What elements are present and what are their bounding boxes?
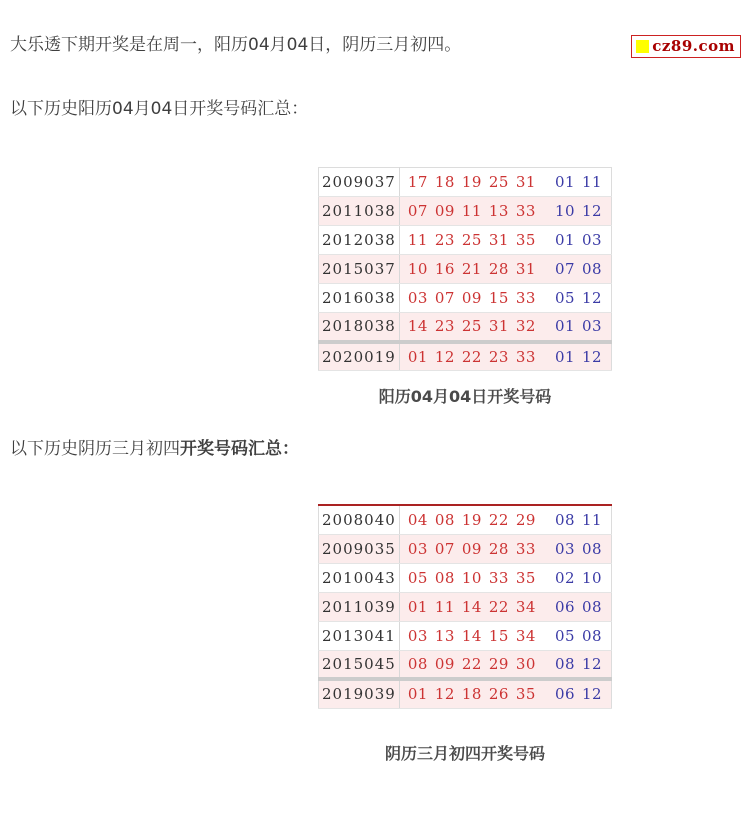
front-number: 23 — [434, 317, 455, 336]
back-number: 11 — [581, 510, 603, 529]
front-number: 19 — [461, 173, 482, 191]
back-number: 03 — [554, 539, 576, 558]
intro-text: 大乐透下期开奖是在周一，阳历04月04日，阴历三月初四。 — [10, 35, 462, 55]
back-number: 05 — [554, 289, 576, 307]
table-row — [319, 563, 612, 592]
front-number: 03 — [407, 289, 428, 307]
front-number: 23 — [434, 231, 455, 249]
front-number: 16 — [434, 260, 455, 278]
table-row — [319, 342, 612, 371]
table-row — [319, 505, 612, 534]
back-numbers-cell — [555, 505, 612, 534]
front-numbers-cell — [399, 226, 555, 255]
back-numbers-cell — [555, 168, 612, 197]
front-number: 31 — [488, 317, 509, 336]
back-numbers-cell — [555, 563, 612, 592]
back-number: 12 — [581, 202, 603, 220]
back-number: 12 — [581, 289, 603, 307]
lunar-date-draws-table — [318, 504, 612, 709]
front-number: 22 — [461, 654, 482, 673]
front-number: 05 — [407, 568, 428, 587]
table-row — [319, 197, 612, 226]
front-number: 22 — [461, 347, 482, 366]
back-number: 06 — [554, 597, 576, 616]
front-number: 33 — [488, 568, 509, 587]
front-number: 17 — [407, 173, 428, 191]
solar-date-draws-table — [318, 167, 612, 371]
table-row — [319, 313, 612, 342]
draw-period-cell: 2016038 — [319, 284, 400, 313]
front-number: 21 — [461, 260, 482, 278]
front-number: 15 — [488, 626, 509, 645]
back-numbers-cell — [555, 197, 612, 226]
back-number: 08 — [554, 510, 576, 529]
front-numbers-cell — [399, 534, 555, 563]
front-number: 09 — [461, 539, 482, 558]
front-numbers-cell — [399, 679, 555, 708]
front-numbers-cell — [399, 284, 555, 313]
draw-period-cell: 2011038 — [319, 197, 400, 226]
back-numbers-cell — [555, 534, 612, 563]
back-number: 10 — [581, 568, 603, 587]
site-logo[interactable] — [631, 35, 741, 58]
table-row — [319, 534, 612, 563]
back-number: 08 — [581, 597, 603, 616]
section-heading-lunar — [10, 437, 744, 461]
back-number: 12 — [581, 347, 603, 366]
back-numbers-cell — [555, 284, 612, 313]
draw-period-cell: 2015045 — [319, 650, 400, 679]
back-number: 08 — [581, 539, 603, 558]
lunar-table-caption: 阴历三月初四开奖号码 — [384, 743, 545, 763]
draw-period-cell: 2010043 — [319, 563, 400, 592]
draw-period-cell: 2020019 — [319, 342, 400, 371]
front-number: 18 — [461, 685, 482, 704]
front-number: 22 — [488, 510, 509, 529]
back-number: 12 — [581, 654, 603, 673]
section-heading-solar-text: 以下历史阳历04月04日开奖号码汇总： — [10, 99, 309, 119]
front-number: 25 — [488, 173, 509, 191]
back-numbers-cell — [555, 342, 612, 371]
solar-table-caption: 阳历04月04日开奖号码 — [378, 387, 552, 406]
table-row — [319, 255, 612, 284]
front-number: 26 — [488, 685, 509, 704]
section-heading-solar — [10, 97, 744, 121]
back-number: 10 — [554, 202, 576, 220]
logo-text: cz89.com — [652, 37, 735, 55]
front-number: 12 — [434, 347, 455, 366]
front-number: 14 — [461, 597, 482, 616]
front-number: 09 — [461, 289, 482, 307]
front-number: 13 — [488, 202, 509, 220]
back-number: 03 — [581, 317, 603, 336]
draw-period-cell: 2015037 — [319, 255, 400, 284]
front-numbers-cell — [399, 342, 555, 371]
draw-period-cell: 2012038 — [319, 226, 400, 255]
section-heading-lunar-text: 以下历史阴历三月初四 — [10, 439, 180, 459]
table-row — [319, 650, 612, 679]
front-number: 11 — [461, 202, 482, 220]
front-number: 31 — [488, 231, 509, 249]
front-number: 33 — [515, 202, 536, 220]
front-numbers-cell — [399, 255, 555, 284]
front-number: 33 — [515, 539, 536, 558]
back-number: 08 — [581, 260, 603, 278]
front-number: 32 — [515, 317, 536, 336]
back-number: 06 — [554, 685, 576, 704]
back-number: 01 — [554, 173, 576, 191]
table-row — [319, 284, 612, 313]
front-number: 23 — [488, 347, 509, 366]
front-number: 33 — [515, 289, 536, 307]
draw-period-cell: 2019039 — [319, 679, 400, 708]
front-number: 25 — [461, 231, 482, 249]
front-number: 15 — [488, 289, 509, 307]
table-row — [319, 621, 612, 650]
draw-period-cell: 2009035 — [319, 534, 400, 563]
front-number: 34 — [515, 597, 536, 616]
front-number: 11 — [434, 597, 455, 616]
back-number: 01 — [554, 347, 576, 366]
front-number: 29 — [515, 510, 536, 529]
table-row — [319, 679, 612, 708]
front-number: 04 — [407, 510, 428, 529]
front-number: 22 — [488, 597, 509, 616]
front-number: 28 — [488, 260, 509, 278]
table-row — [319, 226, 612, 255]
front-numbers-cell — [399, 197, 555, 226]
front-number: 30 — [515, 654, 536, 673]
back-numbers-cell — [555, 226, 612, 255]
front-number: 08 — [407, 654, 428, 673]
front-number: 10 — [407, 260, 428, 278]
draw-period-cell: 2008040 — [319, 505, 400, 534]
front-number: 07 — [407, 202, 428, 220]
lunar-date-table-container — [318, 504, 612, 709]
front-number: 11 — [407, 231, 428, 249]
front-numbers-cell — [399, 313, 555, 342]
back-numbers-cell — [555, 621, 612, 650]
front-number: 31 — [515, 260, 536, 278]
front-number: 25 — [461, 317, 482, 336]
front-number: 01 — [407, 597, 428, 616]
front-number: 31 — [515, 173, 536, 191]
back-number: 01 — [554, 317, 576, 336]
front-numbers-cell — [399, 168, 555, 197]
front-numbers-cell — [399, 563, 555, 592]
front-number: 01 — [407, 347, 428, 366]
draw-period-cell: 2011039 — [319, 592, 400, 621]
back-number: 01 — [554, 231, 576, 249]
back-number: 08 — [581, 626, 603, 645]
solar-date-table-container — [318, 167, 612, 371]
back-numbers-cell — [555, 679, 612, 708]
back-numbers-cell — [555, 313, 612, 342]
front-number: 01 — [407, 685, 428, 704]
logo-yellow-square-icon — [636, 40, 649, 53]
draw-period-cell: 2013041 — [319, 621, 400, 650]
front-number: 08 — [434, 568, 455, 587]
front-number: 09 — [434, 654, 455, 673]
back-number: 11 — [581, 173, 603, 191]
back-numbers-cell — [555, 255, 612, 284]
front-numbers-cell — [399, 505, 555, 534]
front-number: 08 — [434, 510, 455, 529]
front-number: 03 — [407, 539, 428, 558]
table-row — [319, 168, 612, 197]
front-numbers-cell — [399, 592, 555, 621]
back-number: 02 — [554, 568, 576, 587]
front-number: 29 — [488, 654, 509, 673]
front-number: 33 — [515, 347, 536, 366]
back-number: 08 — [554, 654, 576, 673]
front-number: 14 — [461, 626, 482, 645]
draw-period-cell: 2009037 — [319, 168, 400, 197]
front-number: 03 — [407, 626, 428, 645]
draw-period-cell: 2018038 — [319, 313, 400, 342]
table-row — [319, 592, 612, 621]
front-number: 35 — [515, 685, 536, 704]
front-number: 35 — [515, 231, 536, 249]
front-number: 13 — [434, 626, 455, 645]
front-numbers-cell — [399, 650, 555, 679]
back-numbers-cell — [555, 592, 612, 621]
front-number: 07 — [434, 289, 455, 307]
front-number: 09 — [434, 202, 455, 220]
back-number: 05 — [554, 626, 576, 645]
back-numbers-cell — [555, 650, 612, 679]
front-number: 35 — [515, 568, 536, 587]
front-number: 14 — [407, 317, 428, 336]
back-number: 12 — [581, 685, 603, 704]
back-number: 03 — [581, 231, 603, 249]
back-number: 07 — [554, 260, 576, 278]
front-number: 12 — [434, 685, 455, 704]
front-number: 34 — [515, 626, 536, 645]
section-heading-lunar-bold: 开奖号码汇总： — [180, 439, 299, 459]
front-number: 18 — [434, 173, 455, 191]
front-number: 10 — [461, 568, 482, 587]
front-number: 07 — [434, 539, 455, 558]
front-number: 28 — [488, 539, 509, 558]
front-number: 19 — [461, 510, 482, 529]
front-numbers-cell — [399, 621, 555, 650]
